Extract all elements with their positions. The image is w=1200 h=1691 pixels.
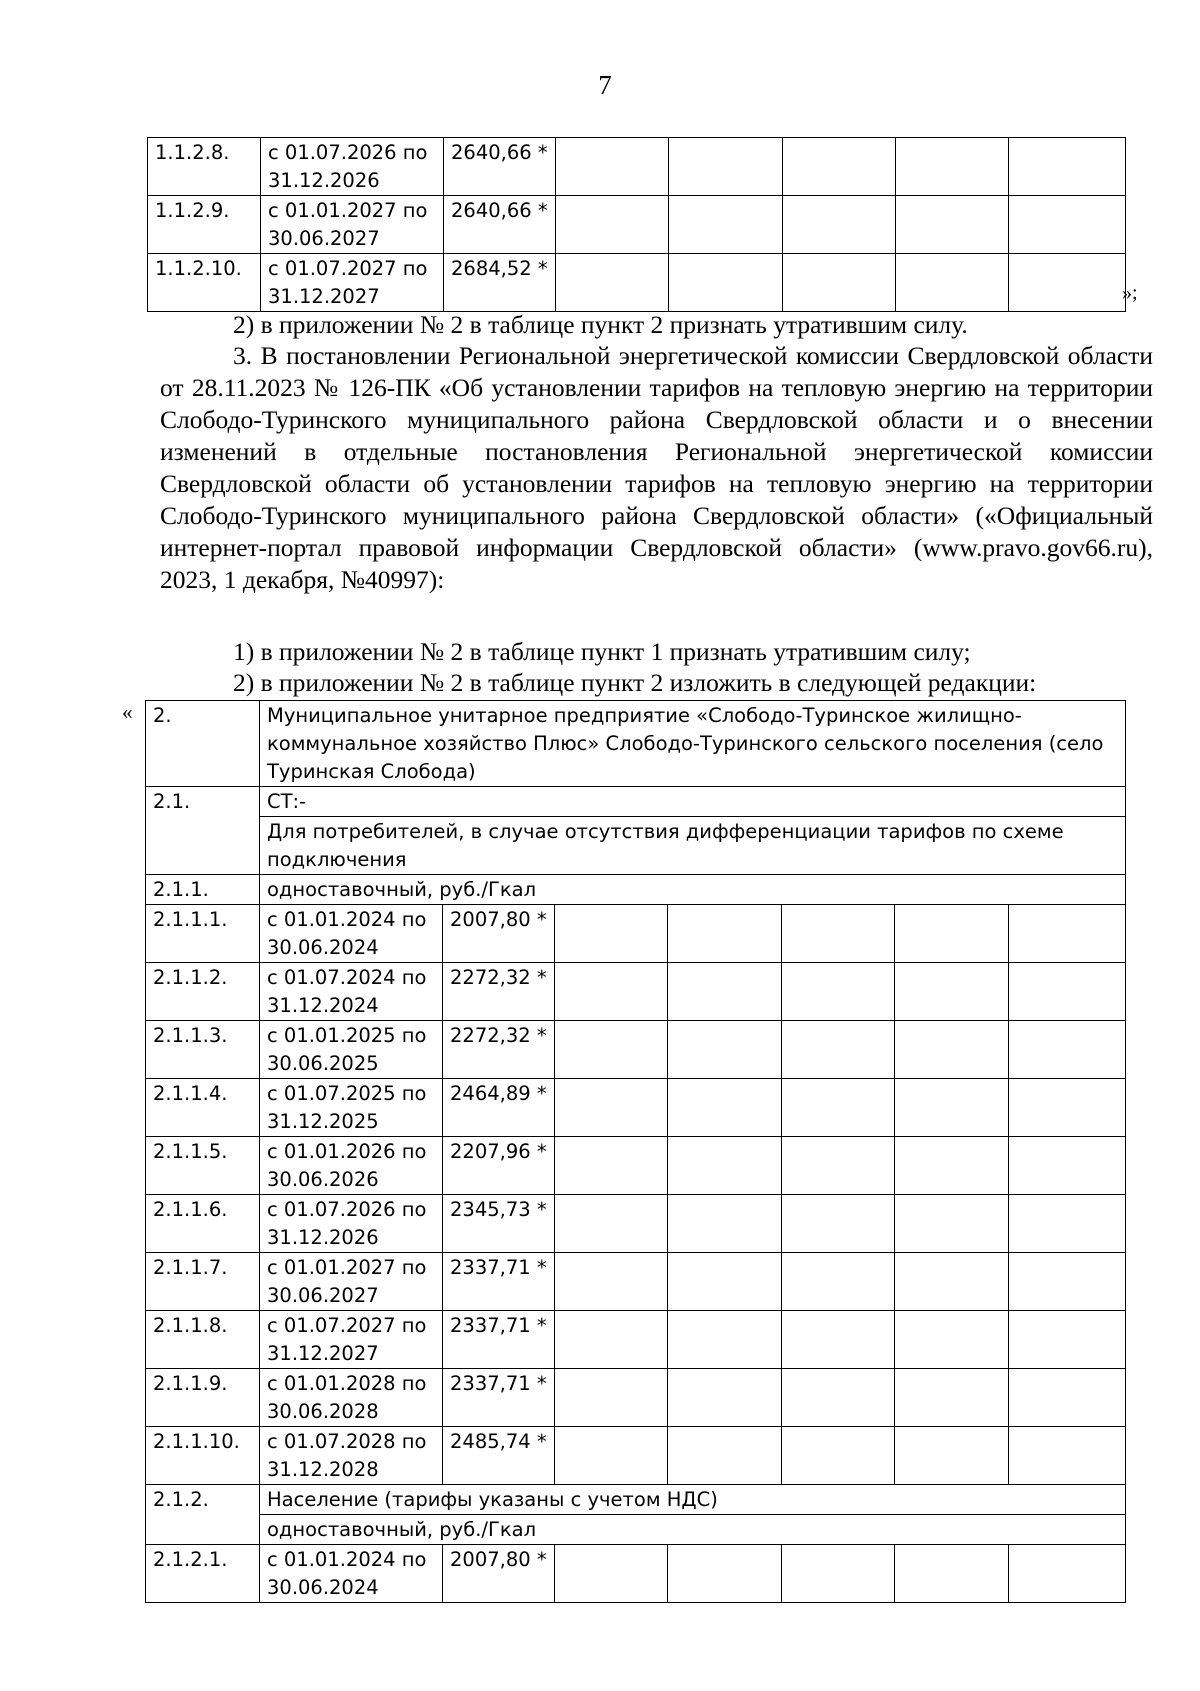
empty-cell: [1009, 1427, 1126, 1485]
table-row: [146, 1545, 1126, 1603]
single-rate-row: [146, 875, 1126, 905]
row-value: 2640,66 *: [444, 138, 556, 196]
row-value: 2272,32 *: [443, 1021, 555, 1079]
empty-cell: [555, 1427, 668, 1485]
row-period: с 01.01.2024 по 30.06.2024: [260, 1545, 443, 1603]
page-number: 7: [598, 70, 612, 100]
empty-cell: [1009, 1545, 1126, 1603]
table-row: [148, 254, 1126, 312]
empty-cell: [555, 963, 668, 1021]
row-number: 2.1.1.1.: [146, 905, 260, 963]
empty-cell: [782, 1137, 895, 1195]
population-label: Население (тарифы указаны с учетом НДС): [260, 1485, 1126, 1515]
paragraph-subitem-2: 2) в приложении № 2 в таблице пункт 2 изложить в следующей редакции:: [233, 668, 1037, 697]
empty-cell: [1009, 1195, 1126, 1253]
empty-cell: [782, 963, 895, 1021]
row-number: 2.1.1.5.: [146, 1137, 260, 1195]
row-value: 2684,52 *: [444, 254, 556, 312]
table-row: [146, 1137, 1126, 1195]
empty-cell: [1009, 963, 1126, 1021]
row-period: с 01.07.2028 по 31.12.2028: [260, 1427, 443, 1485]
ct-number: 2.1.: [146, 787, 260, 875]
row-period: с 01.01.2025 по 30.06.2025: [260, 1021, 443, 1079]
empty-cell: [1009, 1253, 1126, 1311]
empty-cell: [1009, 1137, 1126, 1195]
row-number: 1.1.2.10.: [148, 254, 261, 312]
empty-cell: [555, 1369, 668, 1427]
row-value: 2272,32 *: [443, 963, 555, 1021]
empty-cell: [556, 196, 669, 254]
table-row: [146, 1021, 1126, 1079]
empty-cell: [555, 905, 668, 963]
empty-cell: [783, 196, 896, 254]
empty-cell: [555, 1195, 668, 1253]
empty-cell: [895, 1021, 1009, 1079]
empty-cell: [782, 1195, 895, 1253]
table-row: [146, 1079, 1126, 1137]
row-period: с 01.01.2024 по 30.06.2024: [260, 905, 443, 963]
consumers-row: [146, 817, 1126, 875]
row-value: 2345,73 *: [443, 1195, 555, 1253]
row-value: 2337,71 *: [443, 1311, 555, 1369]
population-single-label: одноставочный, руб./Гкал: [260, 1515, 1126, 1545]
opening-quote: «: [122, 700, 133, 724]
row-value: 2007,80 *: [443, 905, 555, 963]
empty-cell: [668, 1079, 782, 1137]
row-number: 2.1.1.9.: [146, 1369, 260, 1427]
population-number: 2.1.2.: [146, 1485, 260, 1545]
table-row: [146, 905, 1126, 963]
empty-cell: [555, 1545, 668, 1603]
empty-cell: [668, 905, 782, 963]
row-number: 2.1.1.10.: [146, 1427, 260, 1485]
empty-cell: [782, 1311, 895, 1369]
empty-cell: [782, 905, 895, 963]
empty-cell: [1009, 1079, 1126, 1137]
row-number: 2.1.1.4.: [146, 1079, 260, 1137]
row-value: 2485,74 *: [443, 1427, 555, 1485]
row-period: с 01.07.2026 по 31.12.2026: [260, 1195, 443, 1253]
row-period: с 01.01.2027 по 30.06.2027: [261, 196, 444, 254]
empty-cell: [896, 196, 1009, 254]
table-row: [146, 1253, 1126, 1311]
empty-cell: [895, 1195, 1009, 1253]
empty-cell: [668, 1545, 782, 1603]
empty-cell: [555, 1079, 668, 1137]
row-period: с 01.01.2026 по 30.06.2026: [260, 1137, 443, 1195]
table-row: [148, 196, 1126, 254]
empty-cell: [895, 1427, 1009, 1485]
row-period: с 01.07.2027 по 31.12.2027: [260, 1311, 443, 1369]
empty-cell: [668, 1021, 782, 1079]
paragraph-item-2: 2) в приложении № 2 в таблице пункт 2 признать утратившим силу.: [233, 310, 968, 339]
row-period: с 01.07.2024 по 31.12.2024: [260, 963, 443, 1021]
row-value: 2337,71 *: [443, 1369, 555, 1427]
population-row: [146, 1485, 1126, 1515]
empty-cell: [669, 254, 783, 312]
org-name: Муниципальное унитарное предприятие «Слободо-Туринское жилищно-коммунальное хозяйство Плюс» Слободо-Туринского сельского поселения (село Туринская Слобода): [260, 701, 1126, 787]
tariff-table-continuation: [147, 137, 1126, 312]
empty-cell: [668, 1427, 782, 1485]
table-row: [146, 963, 1126, 1021]
empty-cell: [555, 1311, 668, 1369]
empty-cell: [555, 1137, 668, 1195]
paragraph-subitem-1: 1) в приложении № 2 в таблице пункт 1 признать утратившим силу;: [233, 637, 971, 666]
empty-cell: [668, 963, 782, 1021]
empty-cell: [1009, 1369, 1126, 1427]
organization-row: [146, 701, 1126, 787]
ct-row: [146, 787, 1126, 817]
empty-cell: [1009, 254, 1126, 312]
table-row: [146, 1427, 1126, 1485]
row-number: 2.1.1.3.: [146, 1021, 260, 1079]
row-value: 2640,66 *: [444, 196, 556, 254]
row-period: с 01.01.2028 по 30.06.2028: [260, 1369, 443, 1427]
empty-cell: [1009, 1021, 1126, 1079]
table-row: [146, 1311, 1126, 1369]
empty-cell: [896, 138, 1009, 196]
empty-cell: [782, 1545, 895, 1603]
row-value: 2464,89 *: [443, 1079, 555, 1137]
empty-cell: [556, 138, 669, 196]
empty-cell: [668, 1253, 782, 1311]
row-value: 2207,96 *: [443, 1137, 555, 1195]
population-single-row: [146, 1515, 1126, 1545]
row-period: с 01.07.2027 по 31.12.2027: [261, 254, 444, 312]
empty-cell: [668, 1311, 782, 1369]
empty-cell: [1009, 905, 1126, 963]
row-value: 2007,80 *: [443, 1545, 555, 1603]
empty-cell: [1009, 1311, 1126, 1369]
row-period: с 01.07.2026 по 31.12.2026: [261, 138, 444, 196]
row-number: 2.1.2.1.: [146, 1545, 260, 1603]
paragraph-point-3: 3. В постановлении Региональной энергетической комиссии Свердловской области от 28.11.2023 № 126-ПК «Об установлении тарифов на тепловую энергию на территории Слободо-Туринского муниципального района Свердловской области и о внесении изменений в отдельные постановления Региональной энергетической комиссии Свердловской области об установлении тарифов на тепловую энергию на территории Слободо-Туринского муниципального района Свердловской области» («Официальный интернет-портал правовой информации Свердловской области» (www.pravo.gov66.ru), 2023, 1 декабря, №40997):: [160, 341, 1153, 594]
empty-cell: [895, 1311, 1009, 1369]
empty-cell: [783, 138, 896, 196]
empty-cell: [782, 1021, 895, 1079]
empty-cell: [783, 254, 896, 312]
row-number: 2.1.1.8.: [146, 1311, 260, 1369]
empty-cell: [895, 1137, 1009, 1195]
empty-cell: [555, 1021, 668, 1079]
empty-cell: [895, 1369, 1009, 1427]
row-number: 1.1.2.8.: [148, 138, 261, 196]
empty-cell: [895, 1253, 1009, 1311]
single-number: 2.1.1.: [146, 875, 260, 905]
row-number: 2.1.1.6.: [146, 1195, 260, 1253]
org-number: 2.: [146, 701, 260, 787]
row-period: с 01.07.2025 по 31.12.2025: [260, 1079, 443, 1137]
empty-cell: [782, 1253, 895, 1311]
empty-cell: [668, 1195, 782, 1253]
empty-cell: [895, 905, 1009, 963]
empty-cell: [782, 1079, 895, 1137]
empty-cell: [896, 254, 1009, 312]
empty-cell: [669, 196, 783, 254]
row-number: 1.1.2.9.: [148, 196, 261, 254]
table-row: [146, 1369, 1126, 1427]
empty-cell: [1009, 138, 1126, 196]
row-period: с 01.01.2027 по 30.06.2027: [260, 1253, 443, 1311]
row-number: 2.1.1.2.: [146, 963, 260, 1021]
empty-cell: [782, 1369, 895, 1427]
empty-cell: [895, 1545, 1009, 1603]
empty-cell: [668, 1137, 782, 1195]
table-row: [148, 138, 1126, 196]
empty-cell: [555, 1253, 668, 1311]
empty-cell: [556, 254, 669, 312]
empty-cell: [1009, 196, 1126, 254]
empty-cell: [669, 138, 783, 196]
empty-cell: [895, 1079, 1009, 1137]
empty-cell: [668, 1369, 782, 1427]
empty-cell: [895, 963, 1009, 1021]
tariff-table-new: [145, 700, 1126, 1603]
single-label: одноставочный, руб./Гкал: [260, 875, 1126, 905]
row-value: 2337,71 *: [443, 1253, 555, 1311]
closing-quote: »;: [1122, 282, 1138, 304]
table-row: [146, 1195, 1126, 1253]
consumers-label: Для потребителей, в случае отсутствия дифференциации тарифов по схеме подключения: [260, 817, 1126, 875]
ct-label: СТ:-: [260, 787, 1126, 817]
row-number: 2.1.1.7.: [146, 1253, 260, 1311]
empty-cell: [782, 1427, 895, 1485]
